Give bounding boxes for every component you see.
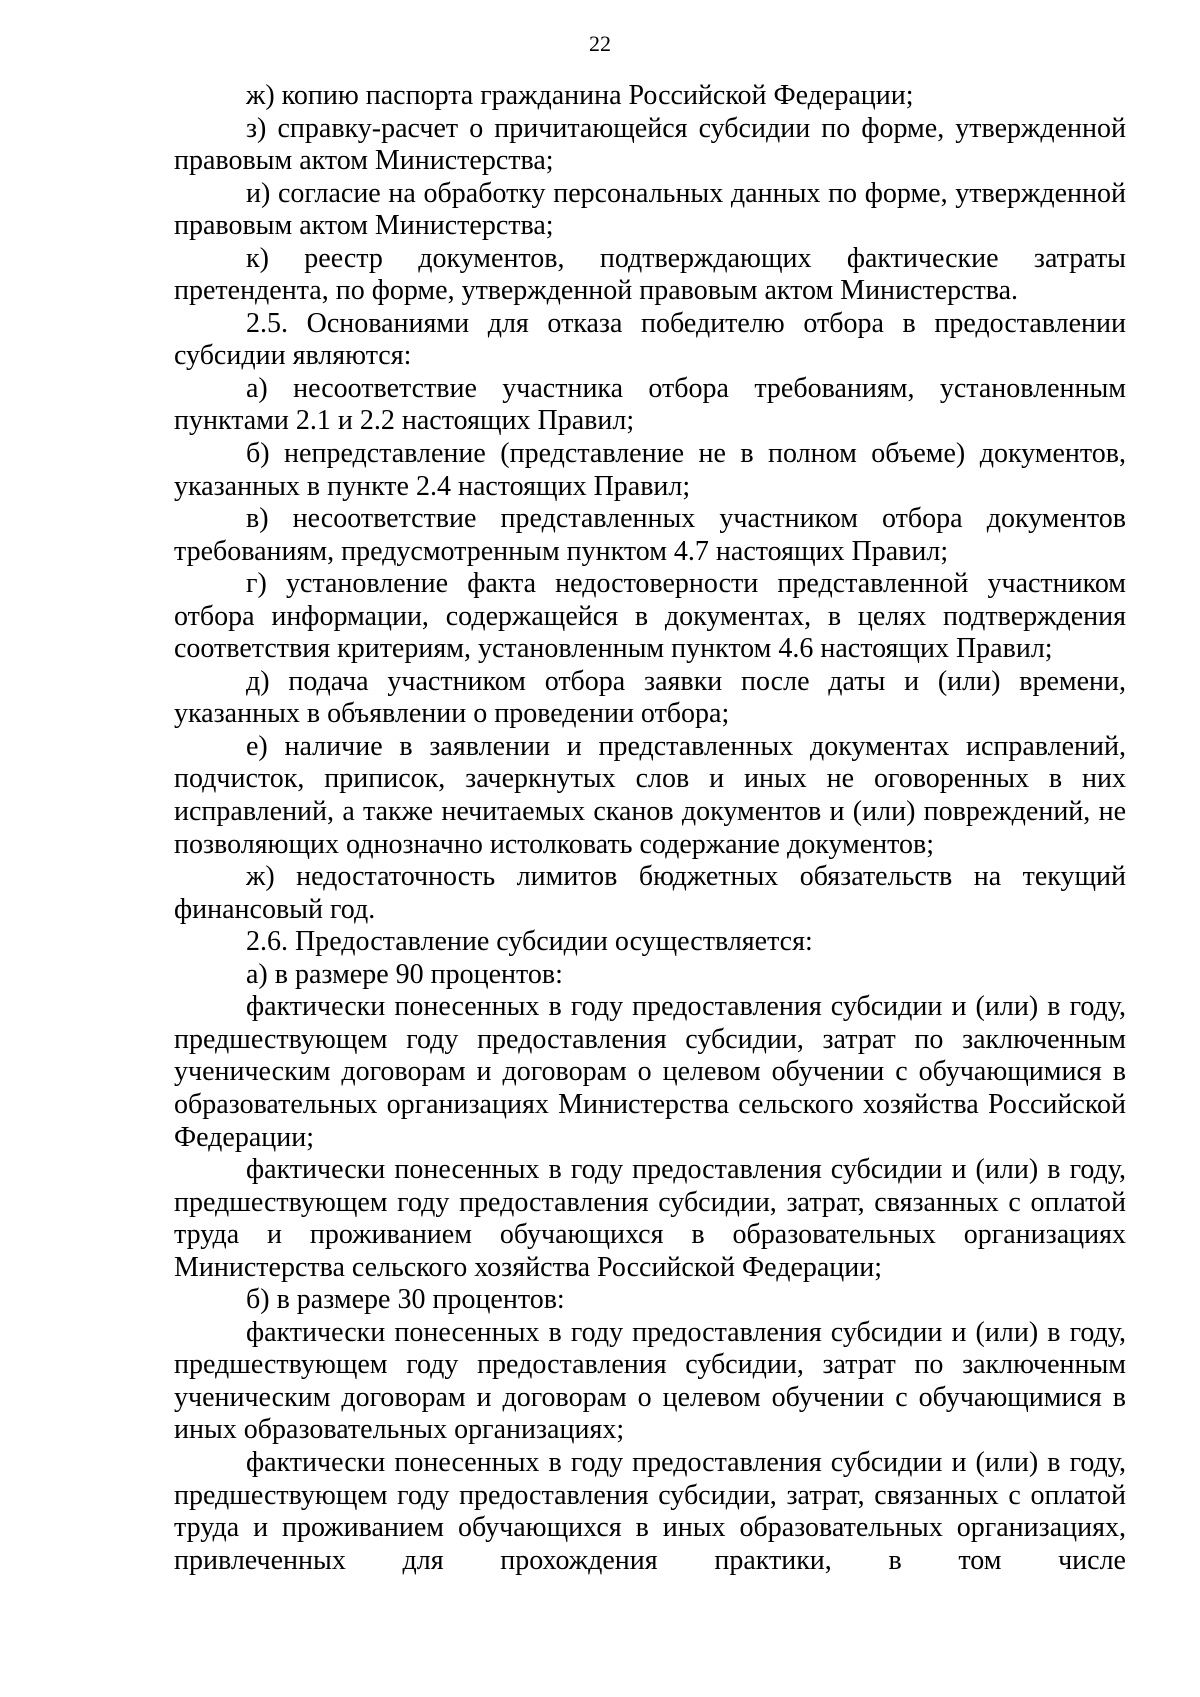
paragraph: фактически понесенных в году предоставления субсидии и (или) в году, предшествующем году предоставления субсидии, затрат, связанных с оплатой труда и проживанием обучающихся в иных образовательных организациях, привлеченных для прохождения практики, в том числе <box>174 1446 1126 1576</box>
paragraph: б) непредставление (представление не в полном объеме) документов, указанных в пункте 2.4 настоящих Правил; <box>174 438 1126 502</box>
paragraph: 2.6. Предоставление субсидии осуществляется: <box>246 926 813 958</box>
paragraph: фактически понесенных в году предоставления субсидии и (или) в году, предшествующем году предоставления субсидии, затрат, связанных с оплатой труда и проживанием обучающихся в образовательных организациях Министерства сельского хозяйства Российской Федерации; <box>174 1154 1126 1283</box>
paragraph: з) справку-расчет о причитающейся субсидии по форме, утвержденной правовым актом Министерства; <box>174 112 1126 177</box>
page-number: 22 <box>589 31 611 56</box>
paragraph: ж) копию паспорта гражданина Российской Федерации; <box>246 80 914 111</box>
paragraph: б) в размере 30 процентов: <box>246 1284 565 1316</box>
paragraph: д) подача участником отбора заявки после даты и (или) времени, указанных в объявлении о проведении отбора; <box>174 665 1126 730</box>
paragraph: г) установление факта недостоверности представленной участником отбора информации, содержащейся в документах, в целях подтверждения соответствия критериям, установленным пунктом 4.6 настоящих Правил; <box>174 568 1126 665</box>
paragraph: е) наличие в заявлении и представленных документах исправлений, подчисток, приписок, зачеркнутых слов и иных не оговоренных в них исправлений, а также нечитаемых сканов документов и (или) повреждений, не позволяющих однозначно истолковать содержание документов; <box>174 730 1126 860</box>
paragraph: и) согласие на обработку персональных данных по форме, утвержденной правовым актом Министерства; <box>174 177 1126 242</box>
paragraph: в) несоответствие представленных участником отбора документов требованиям, предусмотренным пунктом 4.7 настоящих Правил; <box>174 503 1126 567</box>
paragraph: ж) недостаточность лимитов бюджетных обязательств на текущий финансовый год. <box>174 861 1126 925</box>
document-body <box>174 80 1126 1577</box>
paragraph: 2.5. Основаниями для отказа победителю отбора в предоставлении субсидии являются: <box>174 307 1126 372</box>
paragraph: а) в размере 90 процентов: <box>246 958 563 990</box>
paragraph: а) несоответствие участника отбора требованиям, установленным пунктами 2.1 и 2.2 настоящих Правил; <box>174 372 1126 437</box>
paragraph: фактически понесенных в году предоставления субсидии и (или) в году, предшествующем году предоставления субсидии, затрат по заключенным ученическим договорам и договорам о целевом обучении с обучающимися в иных образовательных организациях; <box>174 1316 1126 1446</box>
paragraph: к) реестр документов, подтверждающих фактические затраты претендента, по форме, утвержденной правовым актом Министерства. <box>174 242 1126 307</box>
paragraph: фактически понесенных в году предоставления субсидии и (или) в году, предшествующем году предоставления субсидии, затрат по заключенным ученическим договорам и договорам о целевом обучении с обучающимися в образовательных организациях Министерства сельского хозяйства Российской Федерации; <box>174 991 1126 1153</box>
